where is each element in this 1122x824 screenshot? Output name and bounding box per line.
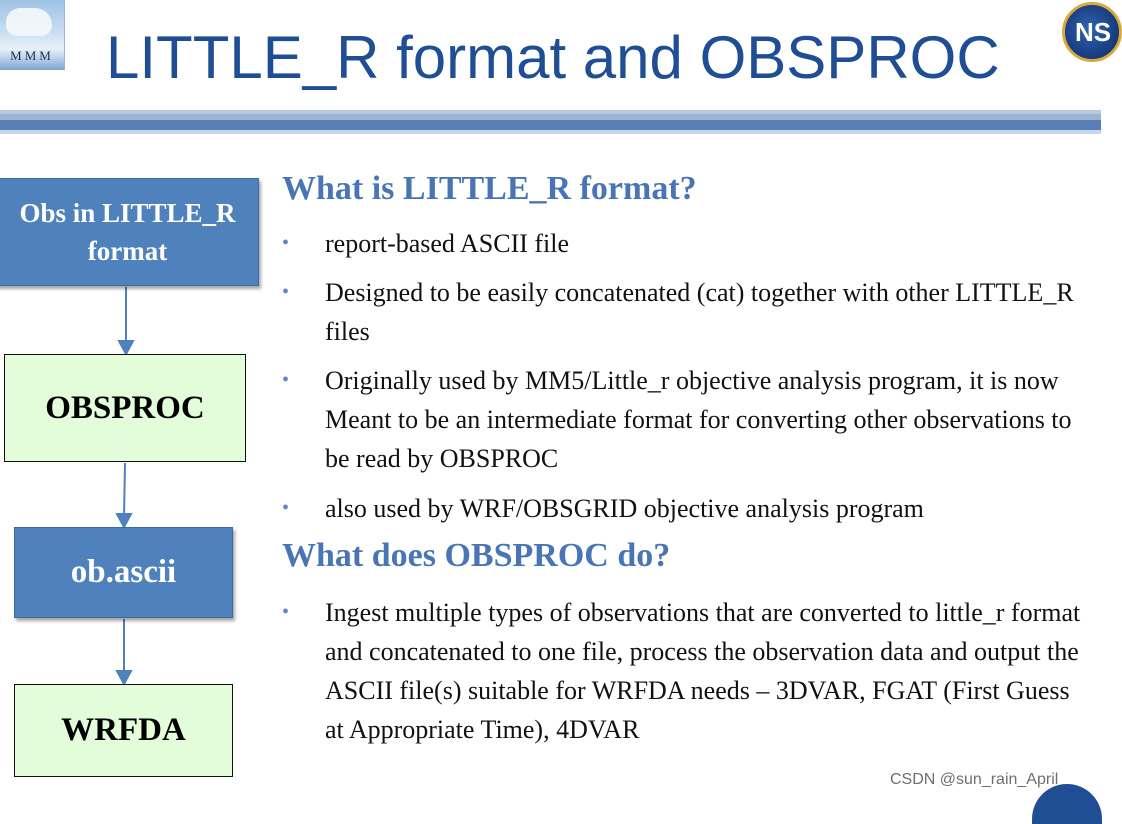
bullet-text: Originally used by MM5/Little_r objective analysis program, it is now Meant to be an intermediate format for converting other observations to be read by OBSPROC [325, 366, 1072, 473]
section-heading: What does OBSPROC do? [282, 537, 671, 574]
bullet-icon: • [282, 497, 290, 519]
page-number-badge [1032, 784, 1102, 824]
arrowhead [117, 671, 131, 684]
bullet-text: Designed to be easily concatenated (cat) together with other LITTLE_R files [325, 278, 1074, 346]
flow-box-obsproc: OBSPROC [4, 354, 246, 462]
bullet-icon: • [282, 281, 290, 303]
bullet-icon: • [282, 232, 290, 254]
flow-box-obs-little-r: Obs in LITTLE_R format [0, 178, 259, 286]
arrowhead [117, 514, 131, 527]
bullet-text: Ingest multiple types of observations that are converted to little_r format and concatenated to one file, process the observation data and output the ASCII file(s) suitable for WRFDA needs – 3DVAR, FGAT (First Guess at Appropriate Time), 4DVAR [325, 598, 1081, 744]
nsf-logo-text: NS [1075, 17, 1112, 47]
bullet-icon: • [282, 601, 290, 623]
bullet-text: also used by WRF/OBSGRID objective analysis program [325, 494, 924, 523]
mmm-logo-text: MMM [10, 48, 54, 63]
section-heading: What is LITTLE_R format? [282, 170, 697, 207]
nsf-logo-icon [1062, 2, 1122, 62]
flow-box-wrfda: WRFDA [14, 684, 233, 777]
watermark: CSDN @sun_rain_April [890, 771, 1059, 788]
flow-box-ob-ascii: ob.ascii [14, 527, 233, 618]
slide-title: LITTLE_R format and OBSPROC [106, 24, 1000, 91]
arrowhead [119, 341, 133, 354]
bullet-icon: • [282, 369, 290, 391]
arrow-obsproc-to-obascii [124, 463, 125, 518]
bullet-text: report-based ASCII file [325, 229, 570, 258]
